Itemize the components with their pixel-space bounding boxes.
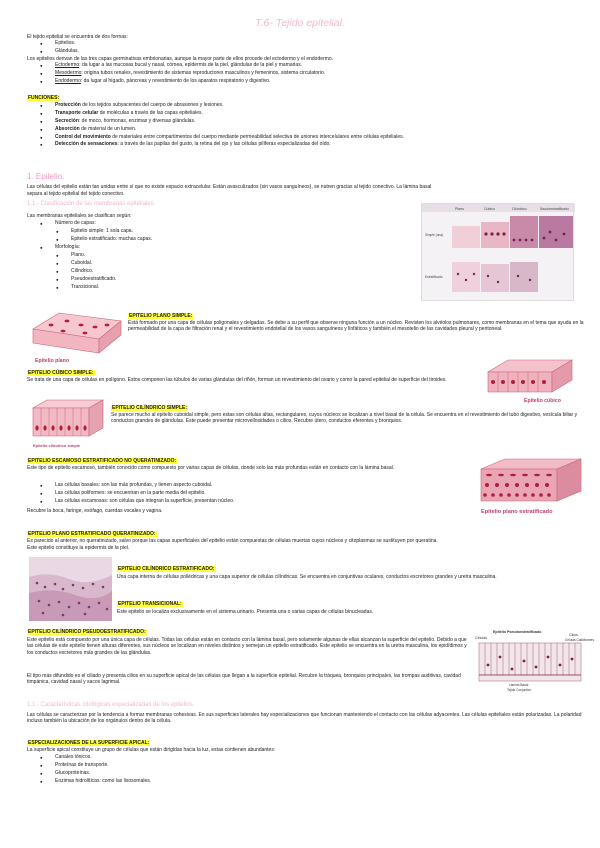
epitelio-cubico-drawing [480, 354, 578, 406]
paragraph: Recubre la boca, faringe, esófago, cuerdas vocales y vagina. [27, 508, 163, 514]
image-label: Células Caliciformes [565, 638, 595, 642]
list-item: ● Protección de los tejidos subyacentes del cuerpo de abrasiones y lesiones. [27, 102, 404, 110]
list-item: ● Número de capas: [27, 220, 96, 228]
paragraph: separa al tejido epitelial del tejido conectivo. [27, 191, 125, 197]
table-header: Cilíndrico [512, 207, 527, 211]
section-heading: 1. Epitelio. [27, 172, 65, 181]
image-label: Lámina Basal [509, 683, 529, 687]
table-header: Cúbico [484, 207, 495, 211]
paragraph: La superficie apical constituye un grupo de células que están dirigidas hacia la luz, estas contienen abundantes: [27, 747, 276, 753]
list-item: ● Endodermo: da lugar al hígado, páncreas y revestimiento de los aparatos respiratorio y digestivo. [27, 78, 325, 86]
paragraph: Este epitelio constituye la epidermis de la piel. [27, 545, 130, 551]
list-item: ● Detección de sensaciones: a través de las papilas del gusto, la retina del ojo y las células pilíferas especializadas del oído. [27, 141, 404, 149]
criteria-list [27, 220, 96, 228]
list-item: ● Las células poliformes: se encuentran en la parte media del epitelio. [27, 490, 234, 498]
queratinizado-heading: EPITELIO PLANO ESTRATIFICADO QUERATINIZADO: [28, 531, 156, 537]
paragraph: Las células del epitelio están tan unidas entre sí que no existe espacio extracelular. Están avasculizados (sin vasos sanguíneos), se nutren gracias al tejido conectivo. La lámina basal [27, 184, 432, 190]
intro-line: Los epitelios derivan de las tres capas germinativas embrionarias, aunque la mayor parte de ellos procede del ectodermo y el endodermo. [27, 56, 334, 62]
subsection-heading: 1.1.- Clasificación de las membranas epiteliales. [27, 201, 156, 207]
cil-estratificado-heading: EPITELIO CILÍNDRICO ESTRATIFICADO: [118, 566, 215, 572]
list-item: ● Glucoproteínas. [27, 770, 151, 778]
paragraph: Este tipo de epitelio escamoso, también conocido como compuesto por varias capas de células, donde solo las más profundas están en contacto con la lámina basal. [27, 465, 395, 471]
image-label: Células [475, 636, 487, 640]
list-item: ● Proteínas de transporte. [27, 762, 151, 770]
list-item: ● Morfología: [27, 244, 80, 252]
list-item: ● Las células escamosas: son células que integran la superficie, presentan núcleo. [27, 498, 234, 506]
list-item: ● Epitelios. [27, 40, 79, 48]
criteria-sublist [41, 228, 152, 244]
list-item: ● Plano. [41, 252, 116, 260]
criteria-list [27, 244, 80, 252]
list-item: ● Ectodermo: da lugar a las mucosas bucal y nasal, córnea, epidermis de la piel, glándulas de la piel y mamarias. [27, 62, 325, 70]
image-label: Cilios [569, 633, 578, 637]
classification-table-image [421, 203, 574, 301]
list-item: ● Transporte celular de moléculas a través de las capas epiteliales. [27, 110, 404, 118]
classification-table-drawing [422, 204, 575, 302]
escamoso-list [27, 482, 234, 506]
image-label: Epitelio Pseudoestratificado [493, 630, 542, 634]
list-item: ● Mesodermo: origina tubos renales, revestimiento de sistemas reproductores masculinos y femeninos, sistema circulatorio. [27, 70, 325, 78]
image-label: Epitelio plano [35, 358, 70, 364]
list-item: ● Control del movimiento de materiales entre compartimentos del cuerpo mediante permeabilidad selectiva de uniones intercelulares entre células epiteliales. [27, 134, 404, 142]
list-item: ● Absorción de material de un lumen. [27, 126, 404, 134]
paragraph: Está formado por una capa de células poligonales y delgadas. Se debe a su perfil que observe ninguna función a un núcleo. Revisten los alvéolos pulmonares, como membranas en el tema que ayuda en la permeabilidad de la capa de filtración renal y el revestimiento endotelial de los vasos sanguíneos y linfáticos y también el mesotelio de las cavidades pleural y peritoneal. [128, 320, 584, 333]
funciones-heading: FUNCIONES: [28, 95, 60, 101]
pseudo-drawing [473, 627, 595, 693]
forms-list [27, 40, 79, 56]
intro-line: El tejido epitelial se encuentra de dos formas: [27, 34, 128, 40]
list-item: ● Pseudoestratificado. [41, 276, 116, 284]
table-header: Seudoestratificado [540, 207, 569, 211]
escamoso-heading: EPITELIO ESCAMOSO ESTRATIFICADO NO QUERATINIZADO: [28, 458, 177, 464]
apical-list [27, 754, 151, 786]
subsection-heading: 1.1.- Características citológicas especializadas de los epitelios. [27, 702, 195, 708]
image-label: Epitelio cúbico [524, 398, 561, 404]
paragraph: Una capa interna de células poliédricas y una capa superior de células cilíndricas. Se encuentra en conjuntivas oculares, conductos excretores grandes y uretra masculina. [117, 574, 497, 580]
transicional-heading: EPITELIO TRANSICIONAL: [118, 601, 182, 607]
image-label: Epitelio plano estratificado [481, 509, 553, 515]
pseudo-image [473, 627, 595, 693]
cubico-simple-heading: EPITELIO CÚBICO SIMPLE: [28, 370, 94, 376]
epitelio-estratificado-drawing [475, 455, 585, 517]
list-item: ● Secreción: de moco, hormonas, enzimas y diversas glándulas. [27, 118, 404, 126]
epitelio-estratificado-image [475, 455, 585, 517]
table-row-label: Simple (una) [425, 233, 444, 237]
pseudo-heading: EPITELIO CILÍNDRICO PSEUDOESTRATIFICADO: [28, 629, 146, 635]
image-label: Epitelio cilíndrico simple [33, 443, 81, 448]
histology-image [29, 557, 112, 621]
paragraph: Se trata de una capa de células en polígono. Estos componen las túbulos de varias glándulas del riñón, forman un revestimiento del ovario y como la pared epitelial de superficie del tiroides. [27, 377, 447, 383]
cilindrico-simple-heading: EPITELIO CILÍNDRICO SIMPLE: [112, 405, 188, 411]
plano-simple-heading: EPITELIO PLANO SIMPLE: [129, 313, 193, 319]
epitelio-plano-image [29, 309, 124, 367]
origins-list [27, 62, 325, 86]
epitelio-cilindrico-image [29, 396, 107, 452]
list-item: ● Canales iónicos. [27, 754, 151, 762]
list-item: ● Las células basales: son las más profundas, y tienen aspecto cuboidal. [27, 482, 234, 490]
paragraph: Es parecido al anterior, no queratinizado, salvo porque las capas superficiales del epitelio están compuestas de células muertas cuyos núcleos y citoplasmas se sustituyen por queratina. [27, 538, 438, 544]
table-row-label: Estratificado [425, 275, 443, 279]
list-item: ● Cuboidal. [41, 260, 116, 268]
image-label: Tejido Conjuntivo [507, 688, 532, 692]
epitelio-cilindrico-drawing [29, 396, 107, 452]
table-header: Plano [455, 207, 464, 211]
apical-heading: ESPECIALIZACIONES DE LA SUPERFICIE APICAL: [28, 740, 150, 746]
list-item: ● Glándulas. [27, 48, 79, 56]
list-item: ● Cilíndrico. [41, 268, 116, 276]
paragraph: Este epitelio está compuesto por una única capa de células. Todas las células están en contacto con la lámina basal, pero solamente algunas de ellas alcanzan la superficie del epitelio. Debido a que las células de este epitelio tienen alturas diferentes, sus núcleos se localizan en niveles distintos y semejan un epitelio estratificado. Este epitelio se encuentra en la uretra masculina, los epidídimos y los conductos excretores más grandes de las glándulas. [27, 637, 467, 656]
list-item: ● Transicional. [41, 284, 116, 292]
paragraph: El tipo más difundido es el ciliado y presenta cilios en su superficie apical de las células que llegan a la superficie epitelial. Recubre la tráquea, bronquios principales, las trompas auditivas, cavidad timpánica, cavidad nasal y sacos lagrimal. [27, 673, 461, 686]
list-item: ● Epitelio simple: 1 sola capa. [41, 228, 152, 236]
epitelio-cubico-image [480, 354, 578, 406]
paragraph: Este epitelio se localiza exclusivamente en el sistema urinario. Presenta una o varias capas de células binucleadas. [117, 609, 374, 615]
paragraph: Se parece mucho al epitelio cuboidal simple, pero estas son células altas, rectangulares, cuyos núcleos se localizan a nivel basal de la célula. Se encuentra en el revestimiento del tubo digestivo, vesícula biliar y conductos grandes de glándulas. Este puede presentar microvellosidades o cilios. Recubre útero, conductos eferentes y bronquios. [111, 412, 578, 425]
list-item: ● Enzimas hidrolíticas: como las lisosomales. [27, 778, 151, 786]
epitelio-plano-drawing [29, 309, 124, 367]
list-item: ● Epitelio estratificado: muchas capas. [41, 236, 152, 244]
page-title: T.6- Tejido epitelial. [255, 17, 345, 29]
paragraph: Las membranas epiteliales se clasifican según: [27, 213, 132, 219]
funciones-list [27, 102, 404, 149]
criteria-sublist [41, 252, 116, 291]
histology-drawing [29, 557, 112, 621]
paragraph: Las células se caracterizan por la tendencia a formar membranas cohesivas. En sus superficies laterales hay especializaciones que funcionan manteniendo el contacto con las células adyacentes. Las células epiteliales están polarizadas. La polaridad incluso también la ubicación de los orgánulos dentro de la célula. [27, 712, 582, 725]
